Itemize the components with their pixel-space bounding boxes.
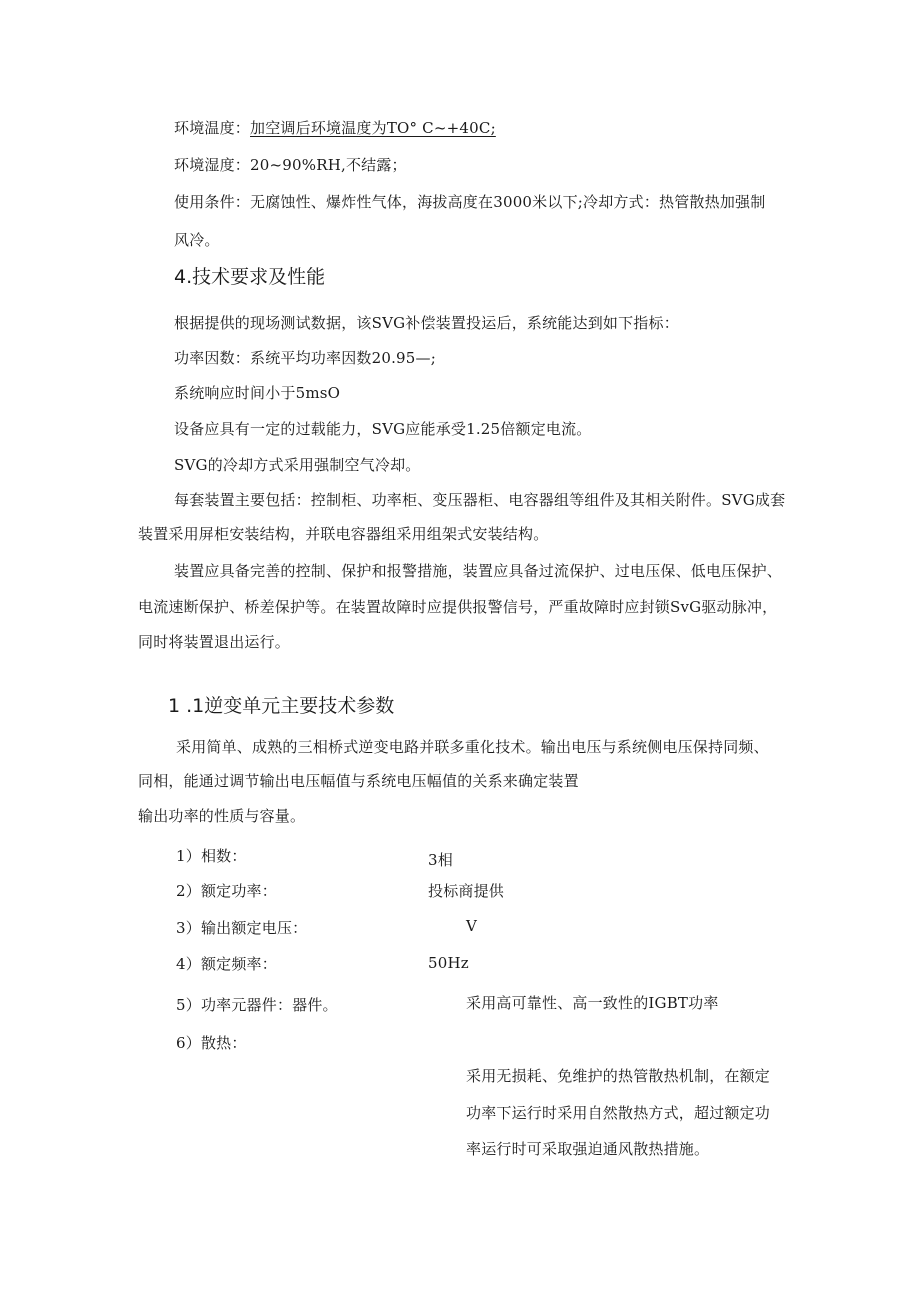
param-value: 投标商提供 (428, 882, 505, 900)
env-temp-label: 环境温度： (174, 119, 251, 137)
env-temp-line (174, 118, 496, 138)
heat-line3: 率运行时可采取强迫通风散热措施。 (466, 1140, 710, 1158)
section41-para-line2: 同相，能通过调节输出电压幅值与系统电压幅值的关系来确定装置 (138, 772, 579, 790)
section41-para-line1: 采用简单、成熟的三相桥式逆变电路并联多重化技术。输出电压与系统侧电压保持同频、 (176, 738, 769, 756)
section4-intro: 根据提供的现场测试数据，该SVG补偿装置投运后，系统能达到如下指标： (174, 314, 679, 332)
para1-line1: 每套装置主要包括：控制柜、功率柜、变压器柜、电容器组等组件及其相关附件。SVG成套 (174, 491, 786, 509)
param-label: 2）额定功率： (176, 882, 277, 900)
param-value: 采用高可靠性、高一致性的IGBT功率 (466, 994, 719, 1012)
param-label: 6）散热： (176, 1034, 247, 1052)
heat-line2: 功率下运行时采用自然散热方式，超过额定功 (466, 1104, 771, 1122)
para1-line2: 装置采用屏柜安装结构，并联电容器组采用组架式安装结构。 (138, 525, 549, 543)
param-value: V (466, 917, 478, 935)
section41-title: 1 .1逆变单元主要技术参数 (168, 695, 395, 717)
response-time: 系统响应时间小于5msO (174, 384, 341, 402)
env-humidity: 环境湿度：20~90%RH,不结露； (174, 156, 407, 174)
cooling: SVG的冷却方式采用强制空气冷却。 (174, 456, 421, 474)
param-label: 3）输出额定电压： (176, 919, 308, 937)
para2-line1: 装置应具备完善的控制、保护和报警措施，装置应具备过流保护、过电压保、低电压保护、 (174, 562, 783, 580)
para2-line2: 电流速断保护、桥差保护等。在装置故障时应提供报警信号，严重故障时应封锁SvG驱动脉冲， (138, 598, 778, 616)
param-label: 1）相数： (176, 847, 247, 865)
param-label: 4）额定频率： (176, 955, 277, 973)
param-value: 3相 (428, 851, 453, 869)
section41-para-line3: 输出功率的性质与容量。 (138, 807, 306, 825)
section4-title: 4.技术要求及性能 (174, 266, 326, 288)
env-usage-line2: 风冷。 (174, 231, 220, 249)
param-value: 50Hz (428, 954, 469, 972)
overload: 设备应具有一定的过载能力，SVG应能承受1.25倍额定电流。 (174, 420, 592, 438)
power-factor: 功率因数：系统平均功率因数20.95—; (174, 349, 436, 367)
param-label: 5）功率元器件：器件。 (176, 996, 338, 1014)
env-temp-value: 加空调后环境温度为TO° C~+40C; (250, 119, 496, 137)
para2-line3: 同时将装置退出运行。 (138, 633, 291, 651)
env-usage-line1: 使用条件：无腐蚀性、爆炸性气体，海拔高度在3000米以下;冷却方式：热管散热加强制 (174, 193, 766, 211)
heat-line1: 采用无损耗、免维护的热管散热机制，在额定 (466, 1067, 771, 1085)
